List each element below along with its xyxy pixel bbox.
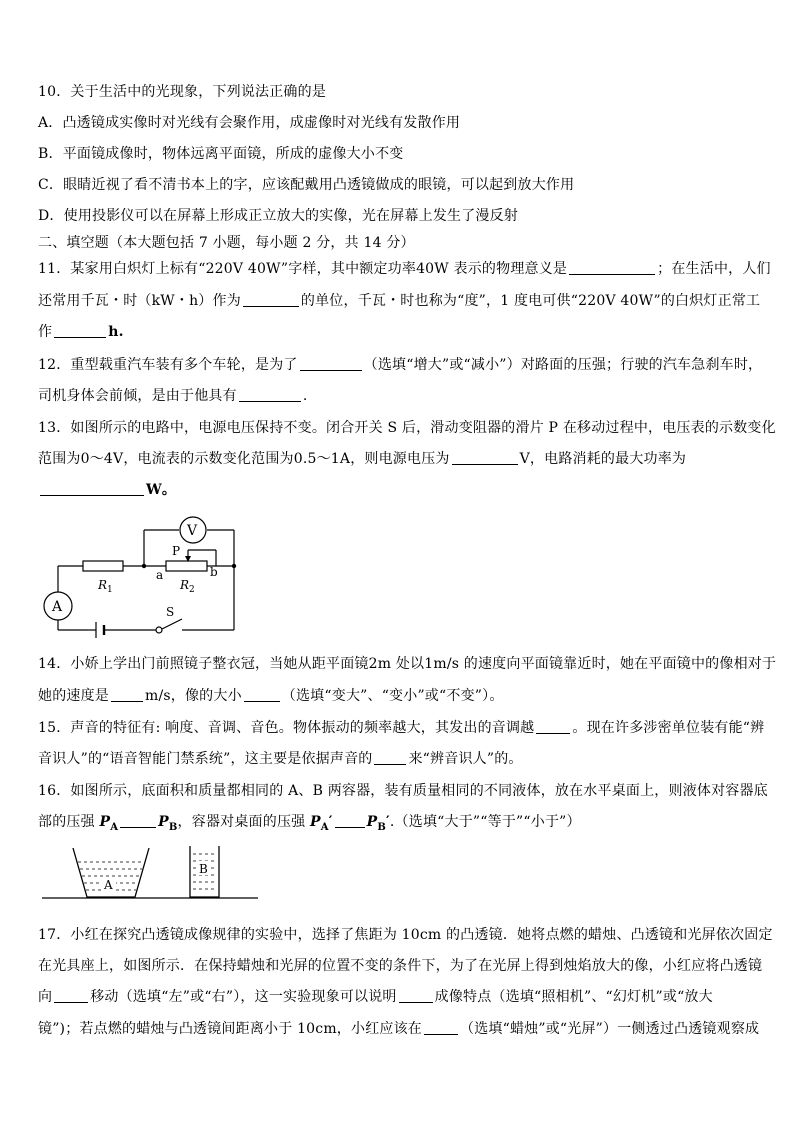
containers-diagram	[40, 842, 262, 904]
container-a-label: A	[104, 878, 113, 892]
answer-blank	[54, 988, 88, 1003]
q14-line2: 她的速度是 m/s，像的大小 （选填“变大”、“变小”或“不变”）。	[38, 688, 504, 704]
q11-line2: 还常用千瓦・时（kW・h）作为 的单位，千瓦・时也称为“度”，1 度电可供“220V 40W”的白炽灯正常工	[38, 293, 761, 309]
q14-line1: 14．小娇上学出门前照镜子整衣冠，当她从距平面镜2m 处以1m/s 的速度向平面镜靠近时，她在平面镜中的像相对于	[38, 656, 777, 672]
q16-line2: 部的压强 $P_A$ $P_B$，容器对桌面的压强 $P_A'$ $P_B'$.（选填“大于”“等于”“小于”）	[38, 814, 581, 833]
q13-line1: 13．如图所示的电路中，电源电压保持不变。闭合开关 S 后，滑动变阻器的滑片 P 在移动过程中，电压表的示数变化	[38, 420, 776, 436]
r2-label: $R_2$	[180, 578, 195, 595]
ammeter-label: A	[52, 599, 63, 615]
answer-blank	[120, 813, 156, 828]
q10-option-a: A．凸透镜成实像时对光线有会聚作用，成虚像时对光线有发散作用	[38, 115, 461, 131]
circuit-diagram	[36, 508, 246, 640]
answer-blank	[374, 750, 406, 765]
switch-contact	[156, 627, 162, 633]
q10-option-b: B．平面镜成像时，物体远离平面镜，所成的虚像大小不变	[38, 146, 404, 162]
q11-line1: 11．某家用白炽灯上标有“220V 40W”字样，其中额定功率40W 表示的物理意义是 ；在生活中，人们	[38, 261, 771, 277]
resistor-r1	[83, 561, 123, 571]
q17-line4: 镜”)；若点燃的蜡烛与凸透镜间距离小于 10cm，小红应该在 （选填“蜡烛”或“光屏”）一侧透过凸透镜观察成	[38, 1021, 760, 1037]
q12-line2: 司机身体会前倾，是由于他具有 .	[38, 388, 308, 404]
answer-blank	[399, 988, 433, 1003]
answer-blank	[569, 260, 655, 275]
q10-option-d: D．使用投影仪可以在屏幕上形成正立放大的实像，光在屏幕上发生了漫反射	[38, 208, 519, 224]
resistor-r2	[166, 561, 207, 571]
q12-line1: 12．重型载重汽车装有多个车轮，是为了 （选填“增大”或“减小”）对路面的压强；行驶的汽车急刹车时，	[38, 357, 763, 373]
answer-blank	[300, 356, 362, 371]
q13-line3: W。	[38, 480, 758, 500]
q16-line1: 16．如图所示，底面积和质量都相同的 A、B 两容器，装有质量相同的不同液体，放在水平桌面上，则液体对容器底	[38, 783, 768, 799]
answer-blank	[54, 323, 106, 338]
voltmeter-label: V	[187, 523, 198, 539]
junction-b	[232, 564, 236, 568]
slider-label: P	[172, 544, 181, 558]
q10-option-c: C．眼睛近视了看不清书本上的字，应该配戴用凸透镜做成的眼镜，可以起到放大作用	[38, 177, 575, 193]
container-b-label: B	[199, 862, 208, 876]
junction-a	[142, 564, 146, 568]
q17-line3: 向 移动（选填“左”或“右”），这一实验现象可以说明 成像特点（选填“照相机”、“幻灯机”或“放大	[38, 989, 713, 1005]
section-heading: 二、填空题（本大题包括 7 小题，每小题 2 分，共 14 分）	[38, 235, 415, 251]
switch-blade	[162, 619, 182, 629]
switch-label: S	[166, 605, 175, 619]
answer-blank	[239, 387, 301, 402]
answer-blank	[452, 450, 518, 465]
q15-line1: 15．声音的特征有: 响度、音调、音色。物体振动的频率越大，其发出的音调越 。现在许多涉密单位装有能“辨	[38, 720, 765, 736]
q10-stem: 10．关于生活中的光现象，下列说法正确的是	[38, 84, 327, 100]
answer-blank	[243, 292, 299, 307]
q17-line2: 在光具座上，如图所示．在保持蜡烛和光屏的位置不变的条件下，为了在光屏上得到烛焰放大的像，小红应将凸透镜	[38, 958, 763, 974]
q17-line1: 17．小红在探究凸透镜成像规律的实验中，选择了焦距为 10cm 的凸透镜．她将点燃的蜡烛、凸透镜和光屏依次固定	[38, 927, 773, 943]
r1-label: $R_1$	[98, 578, 113, 595]
answer-blank	[40, 481, 144, 496]
point-b-label: b	[210, 565, 218, 579]
answer-blank	[536, 719, 570, 734]
point-a-label: a	[156, 568, 164, 582]
answer-blank	[424, 1020, 458, 1035]
answer-blank	[335, 813, 365, 828]
q11-line3: 作 h.	[38, 324, 124, 340]
q13-line2: 范围为0～4V，电流表的示数变化范围为0.5～1A，则电源电压为 V，电路消耗的最大功率为	[38, 451, 687, 467]
q15-line2: 音识人”的“语音智能门禁系统”，这主要是依据声音的 来“辨音识人”的。	[38, 751, 523, 767]
answer-blank	[244, 687, 280, 702]
answer-blank	[111, 687, 143, 702]
